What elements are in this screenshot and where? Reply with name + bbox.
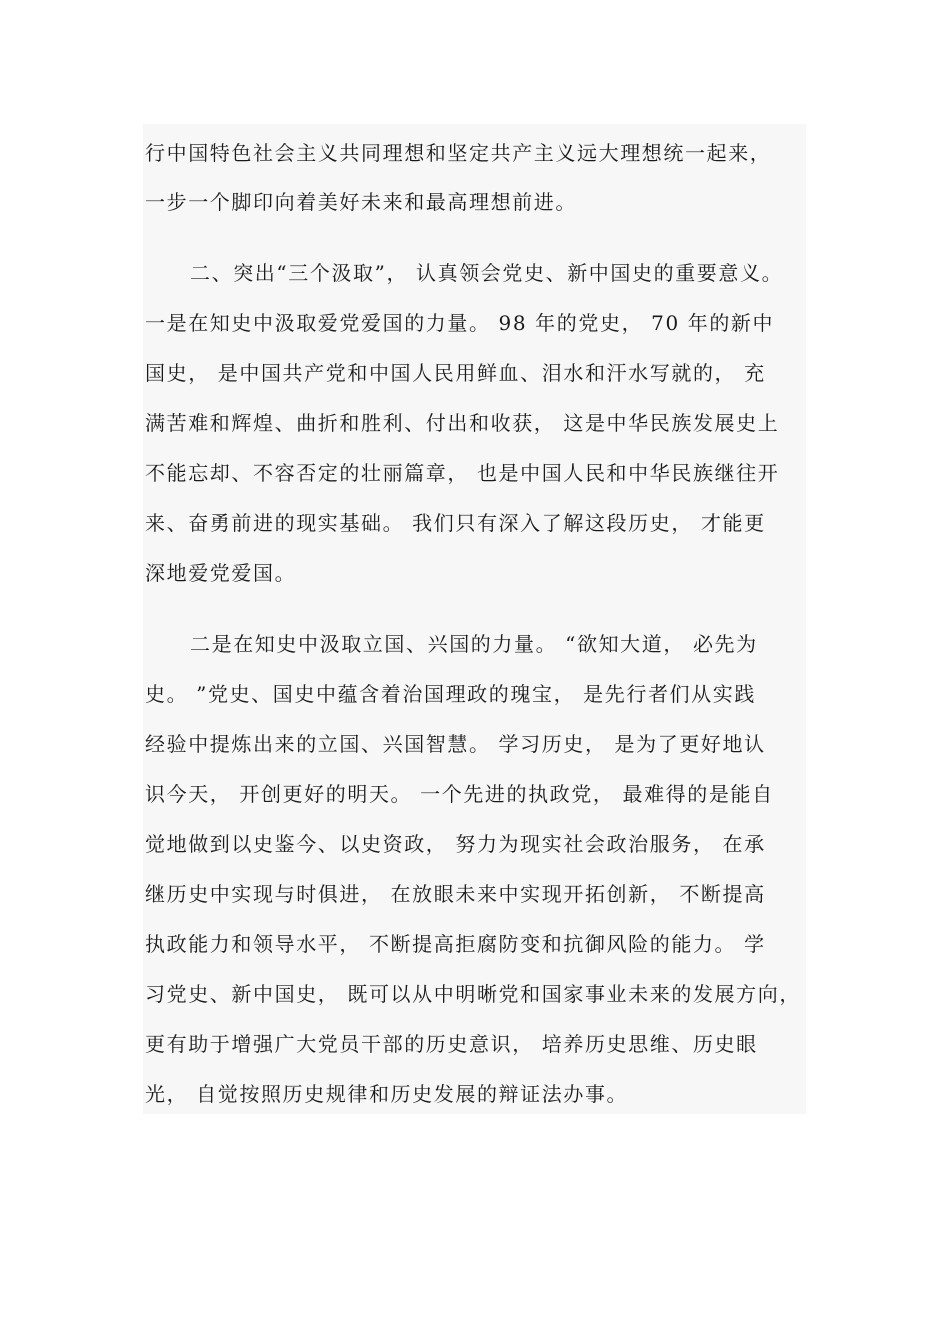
text-line: 国史， 是中国共产党和中国人民用鲜血、泪水和汗水写就的， 充: [145, 361, 766, 385]
text-line: 更有助于增强广大党员干部的历史意识， 培养历史思维、历史眼: [145, 1032, 758, 1056]
text-line: 一步一个脚印向着美好未来和最高理想前进。: [145, 190, 577, 214]
text-line: 继历史中实现与时俱进， 在放眼未来中实现开拓创新， 不断提高: [145, 882, 766, 906]
text-line: 光， 自觉按照历史规律和历史发展的辩证法办事。: [145, 1082, 629, 1106]
text-line: 经验中提炼出来的立国、兴国智慧。 学习历史， 是为了更好地认: [145, 732, 766, 756]
text-line: 二是在知史中汲取立国、兴国的力量。 “欲知大道， 必先为: [190, 632, 758, 656]
section-heading: 二、突出“三个汲取”， 认真领会党史、新中国史的重要意义。: [190, 261, 784, 285]
text-line: 不能忘却、不容否定的壮丽篇章， 也是中国人民和中华民族继往开: [145, 461, 780, 485]
text-line: 行中国特色社会主义共同理想和坚定共产主义远大理想统一起来，: [145, 141, 772, 165]
text-line: 识今天， 开创更好的明天。 一个先进的执政党， 最难得的是能自: [145, 782, 774, 806]
text-line: 史。 ”党史、国史中蕴含着治国理政的瑰宝， 是先行者们从实践: [145, 682, 756, 706]
text-line: 满苦难和辉煌、曲折和胜利、付出和收获， 这是中华民族发展史上: [145, 411, 780, 435]
text-line: 执政能力和领导水平， 不断提高拒腐防变和抗御风险的能力。 学: [145, 932, 766, 956]
text-line: 来、奋勇前进的现实基础。 我们只有深入了解这段历史， 才能更: [145, 511, 766, 535]
text-line: 一是在知史中汲取爱党爱国的力量。 98 年的党史， 70 年的新中: [145, 311, 775, 335]
text-line: 觉地做到以史鉴今、以史资政， 努力为现实社会政治服务， 在承: [145, 832, 766, 856]
text-line: 深地爱党爱国。: [145, 561, 297, 585]
text-line: 习党史、新中国史， 既可以从中明晰党和国家事业未来的发展方向，: [145, 982, 801, 1006]
